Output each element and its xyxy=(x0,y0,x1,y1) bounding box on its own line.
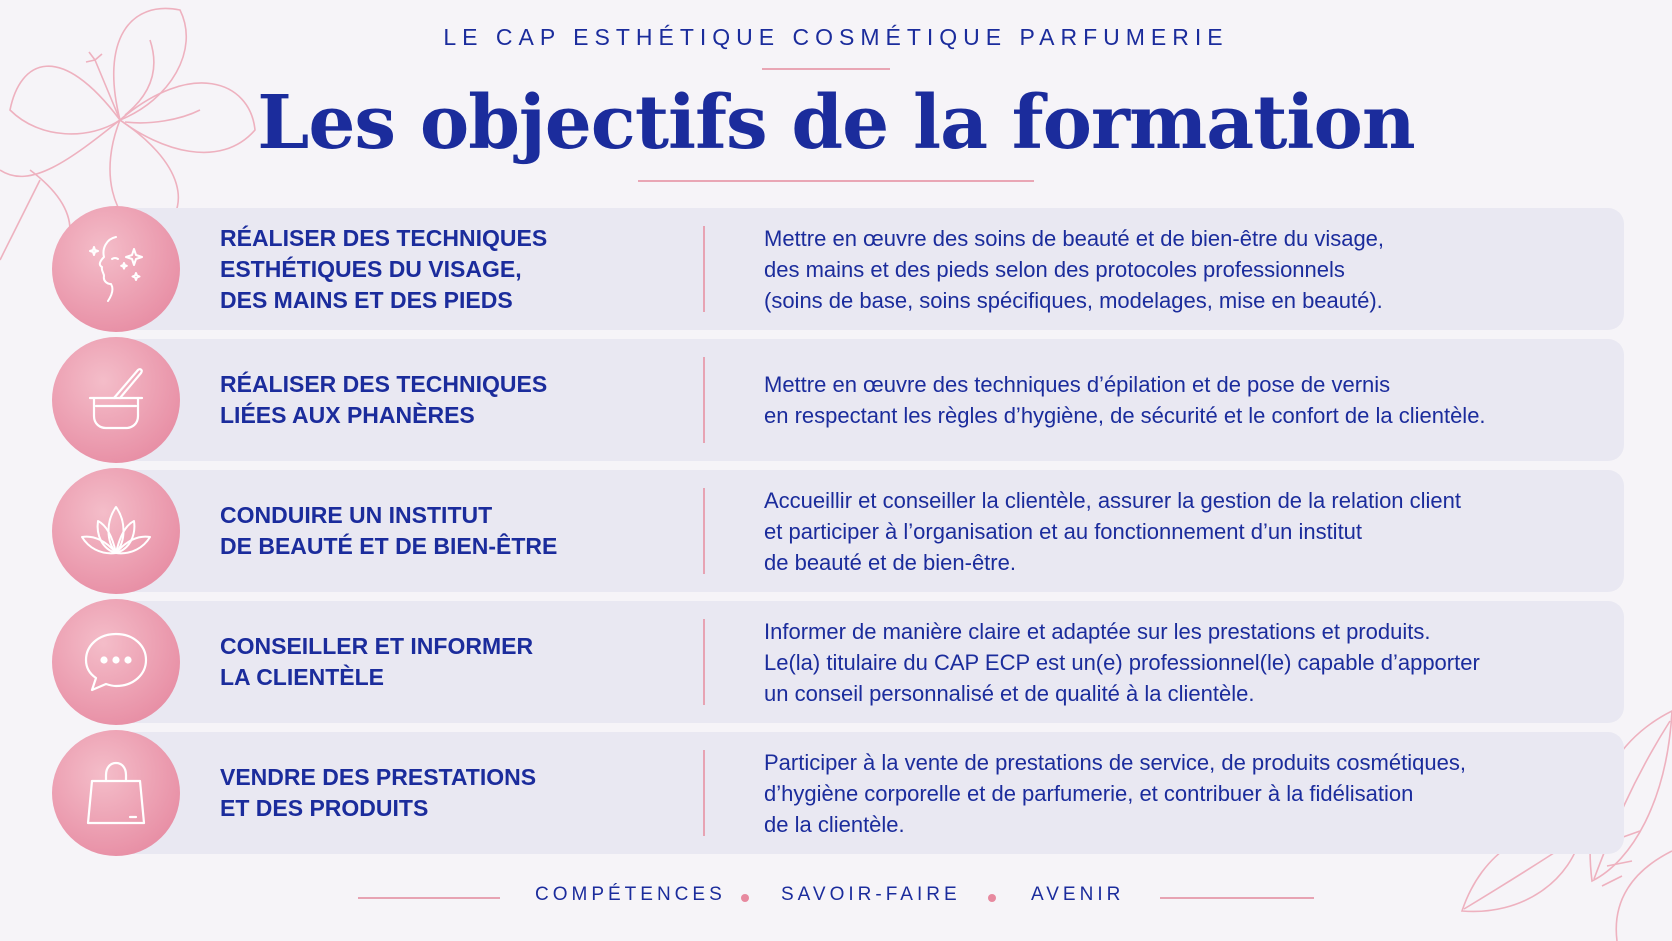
objective-heading: CONSEILLER ET INFORMER LA CLIENTÈLE xyxy=(220,633,534,690)
objective-row xyxy=(52,468,1624,594)
objective-description: Mettre en œuvre des soins de beauté et de bien-être du visage, des mains et des pieds selon des protocoles professionnels (soins de base, soins spécifiques, modelages, mise en beauté). xyxy=(764,225,1385,313)
face-sparkle-icon xyxy=(76,229,156,309)
row-divider xyxy=(703,226,705,312)
icon-circle xyxy=(52,206,180,332)
row-divider xyxy=(703,488,705,574)
row-divider xyxy=(703,357,705,443)
objective-row xyxy=(52,206,1624,332)
subtitle-rule xyxy=(762,68,890,70)
icon-circle xyxy=(52,730,180,856)
footer-rule-right xyxy=(1160,897,1314,899)
footer-dot xyxy=(741,894,749,902)
footer-dot xyxy=(988,894,996,902)
objective-description: Informer de manière claire et adaptée sur les prestations et produits. Le(la) titulaire du CAP ECP est un(e) professionnel(le) capable d’apporter un conseil personnalisé et de qualité à la clientèle. xyxy=(764,618,1480,706)
footer-rule-left xyxy=(358,897,500,899)
footer-word-avenir: AVENIR xyxy=(1031,884,1125,905)
icon-circle xyxy=(52,599,180,725)
objective-description: Participer à la vente de prestations de service, de produits cosmétiques, d’hygiène corporelle et de parfumerie, et contribuer à la fidélisation de la clientèle. xyxy=(764,749,1466,837)
title-underline xyxy=(638,180,1034,182)
objective-row xyxy=(52,337,1624,463)
wax-bowl-spatula-icon xyxy=(76,360,156,440)
shopping-bag-icon xyxy=(76,753,156,833)
objective-row xyxy=(52,599,1624,725)
objective-heading: RÉALISER DES TECHNIQUES ESTHÉTIQUES DU VISAGE, DES MAINS ET DES PIEDS xyxy=(220,224,548,313)
program-subtitle: LE CAP ESTHÉTIQUE COSMÉTIQUE PARFUMERIE xyxy=(443,24,1229,50)
objective-heading: RÉALISER DES TECHNIQUES LIÉES AUX PHANÈRES xyxy=(220,371,548,428)
objective-description: Accueillir et conseiller la clientèle, assurer la gestion de la relation client et participer à l’organisation et au fonctionnement d’un institut de beauté et de bien-être. xyxy=(764,487,1462,575)
objectives-list xyxy=(52,206,1624,861)
objective-row xyxy=(52,730,1624,856)
objective-heading: CONDUIRE UN INSTITUT DE BEAUTÉ ET DE BIEN-ÊTRE xyxy=(220,502,558,559)
footer-word-competences: COMPÉTENCES xyxy=(535,884,726,905)
row-divider xyxy=(703,619,705,705)
objective-heading: VENDRE DES PRESTATIONS ET DES PRODUITS xyxy=(220,764,537,821)
row-divider xyxy=(703,750,705,836)
page-title: Les objectifs de la formation xyxy=(257,80,1415,166)
speech-bubble-icon xyxy=(76,622,156,702)
footer-tagline xyxy=(0,884,1672,914)
objective-description: Mettre en œuvre des techniques d’épilation et de pose de vernis en respectant les règles d’hygiène, de sécurité et le confort de la clientèle. xyxy=(764,372,1486,428)
icon-circle xyxy=(52,337,180,463)
lotus-icon xyxy=(76,491,156,571)
icon-circle xyxy=(52,468,180,594)
footer-word-savoir-faire: SAVOIR-FAIRE xyxy=(781,884,961,905)
